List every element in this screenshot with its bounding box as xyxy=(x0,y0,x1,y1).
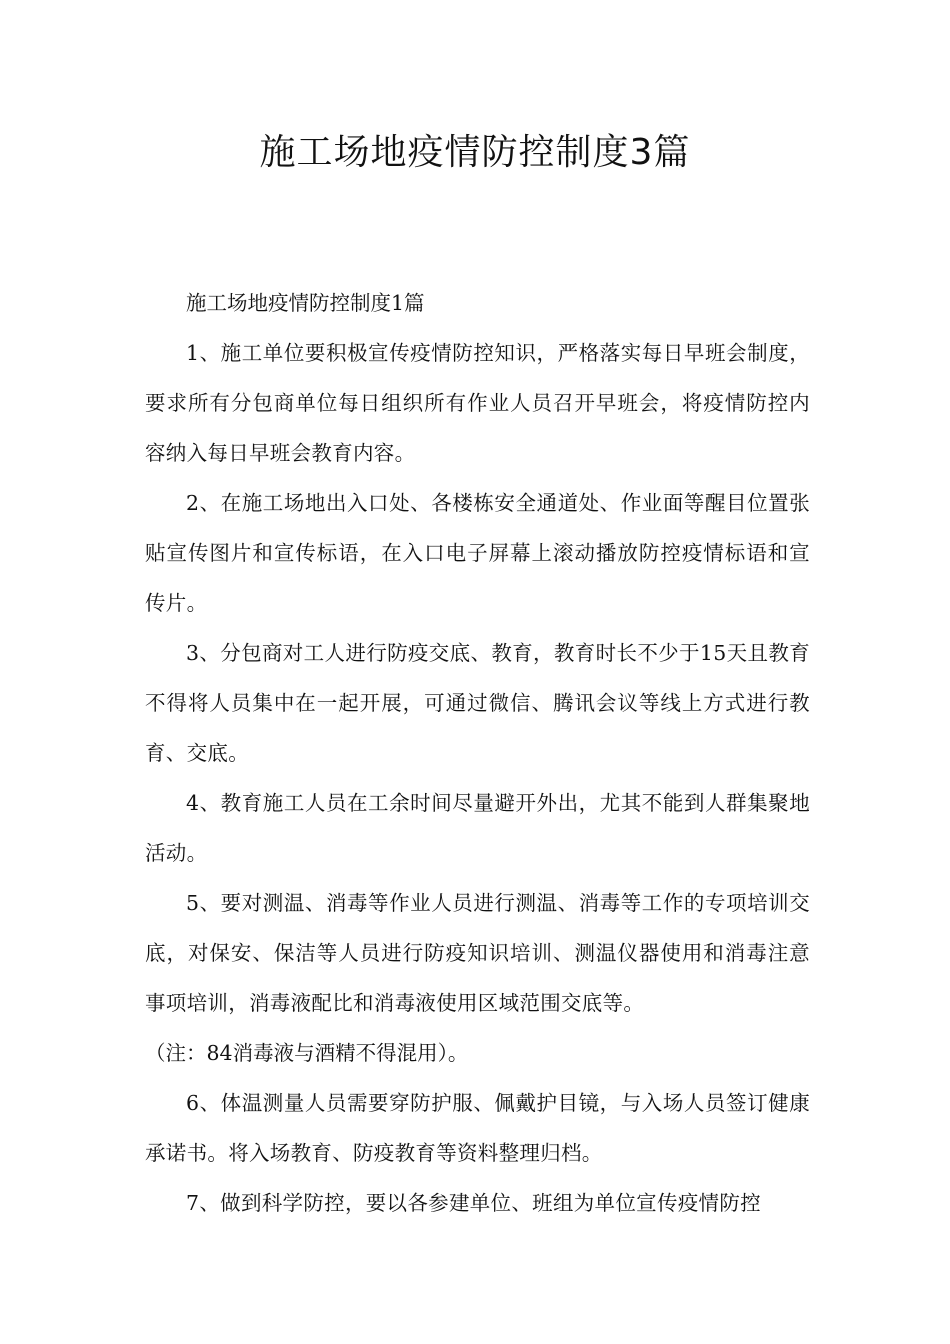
paragraph-7: 7、做到科学防控，要以各参建单位、班组为单位宣传疫情防控 xyxy=(186,1191,761,1215)
document-body xyxy=(145,278,810,1228)
paragraph-2: 2、在施工场地出入口处、各楼栋安全通道处、作业面等醒目位置张贴宣传图片和宣传标语，在入口电子屏幕上滚动播放防控疫情标语和宣传片。 xyxy=(145,491,810,615)
paragraph-5: 5、要对测温、消毒等作业人员进行测温、消毒等工作的专项培训交底，对保安、保洁等人员进行防疫知识培训、测温仪器使用和消毒注意事项培训，消毒液配比和消毒液使用区域范围交底等。 xyxy=(145,891,810,1015)
paragraph-1: 1、施工单位要积极宣传疫情防控知识，严格落实每日早班会制度，要求所有分包商单位每日组织所有作业人员召开早班会，将疫情防控内容纳入每日早班会教育内容。 xyxy=(145,341,810,465)
section-heading: 施工场地疫情防控制度1篇 xyxy=(186,291,425,315)
paragraph-5-note: （注：84消毒液与酒精不得混用）。 xyxy=(145,1041,469,1065)
paragraph-3: 3、分包商对工人进行防疫交底、教育，教育时长不少于15天且教育不得将人员集中在一起开展，可通过微信、腾讯会议等线上方式进行教育、交底。 xyxy=(145,641,810,765)
document-title: 施工场地疫情防控制度3篇 xyxy=(259,132,691,173)
paragraph-6: 6、体温测量人员需要穿防护服、佩戴护目镜，与入场人员签订健康承诺书。将入场教育、防疫教育等资料整理归档。 xyxy=(145,1091,810,1165)
paragraph-4: 4、教育施工人员在工余时间尽量避开外出，尤其不能到人群集聚地活动。 xyxy=(145,791,810,865)
